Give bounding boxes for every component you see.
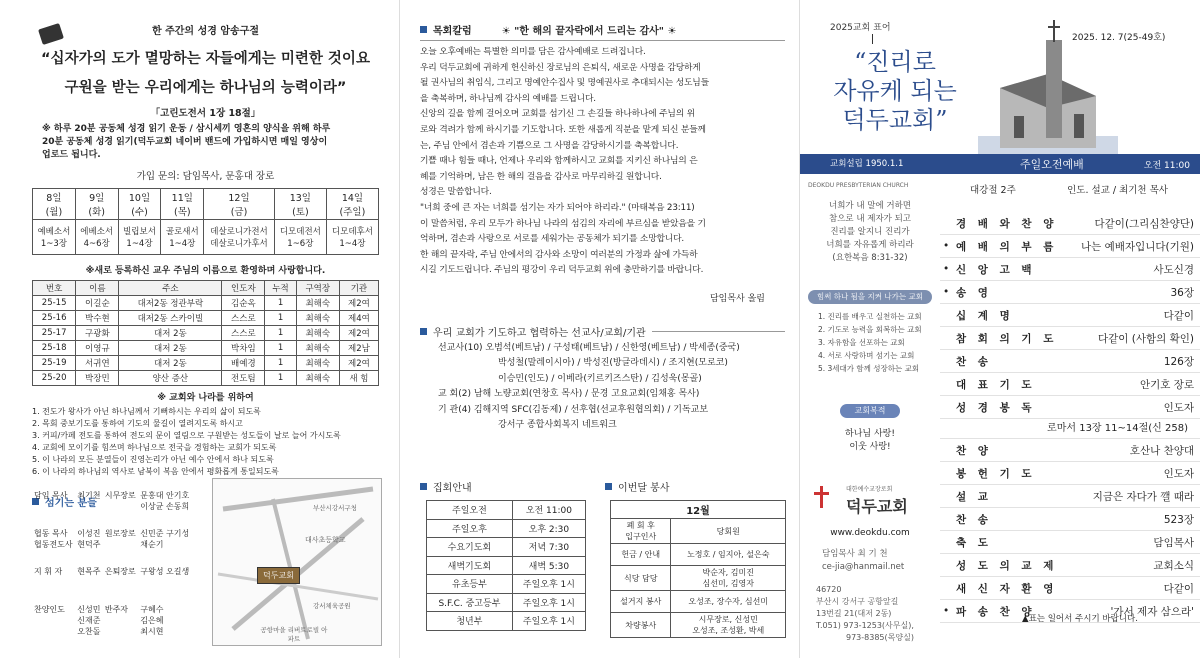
table-row	[427, 612, 586, 631]
worship-item-name: 송 영	[956, 286, 992, 299]
column-line: 오늘 오후예배는 특별한 의미를 담은 감사예배로 드려집니다.	[420, 47, 646, 57]
staff-cell: 찬양인도	[34, 605, 65, 614]
section-square-icon	[420, 483, 427, 490]
established: 교회설립 1950.1.1	[800, 154, 940, 174]
section-square-icon	[420, 328, 427, 335]
table-row	[33, 296, 379, 311]
newcomers-cell: 대저 2동	[119, 341, 222, 356]
meeting-cell: 주일오후 1시	[512, 593, 585, 612]
column-line: 시길 기도드립니다. 주님의 평강이 우리 덕두교회 위에 충만하기를 바랍니다.	[420, 265, 704, 276]
worship-item-name: 축 도	[956, 536, 992, 549]
mission-line: 이승민(인도) / 이베라(키르키즈스탄) / 김성욱(몽골)	[498, 373, 702, 384]
table-row	[427, 556, 586, 575]
newcomers-cell: 스스로	[222, 326, 265, 341]
table-row	[33, 326, 379, 341]
panel-column	[400, 0, 800, 658]
meeting-cell: 새벽기도회	[427, 556, 513, 575]
duty-cell: 폐 회 후 입구인사	[611, 519, 671, 544]
duty-table	[610, 500, 786, 638]
worship-item-detail: 다같이 (사함의 확인)	[1097, 332, 1194, 345]
map-label-school: 대사초등학교	[305, 536, 346, 544]
worship-item	[940, 327, 1200, 350]
staff-cell: 문홍대 안기호 이상균 손동희	[140, 491, 190, 511]
verse-line-1: “십자가의 도가 멸망하는 자들에게는 미련한 것이요	[41, 51, 370, 67]
staff-cell: 구왕성 오길생	[140, 567, 190, 576]
table-row	[611, 519, 786, 544]
staff-cell: 지 휘 자	[34, 567, 63, 576]
newcomers-header: 인도자	[222, 281, 265, 296]
newcomers-cell: 박수현	[76, 311, 119, 326]
standing-marker: •	[943, 286, 950, 298]
worship-item-detail: 교회소식	[1153, 559, 1194, 572]
worship-item	[940, 235, 1200, 258]
logo-denomination: 대한예수교장로회	[846, 486, 893, 493]
newcomers-cell: 최해숙	[296, 296, 339, 311]
newcomers-cell: 대저 2동	[119, 356, 222, 371]
newcomers-cell: 25-15	[33, 296, 76, 311]
reading-day: 9일 (화)	[75, 189, 118, 220]
worship-item-detail: 담임목사	[1153, 536, 1194, 549]
meeting-cell: 유초등부	[427, 575, 513, 594]
worship-item-name: 신 앙 고 백	[956, 263, 1036, 276]
table-row	[427, 519, 586, 538]
column-line: 성경은 말씀합니다.	[420, 187, 492, 198]
worship-item-detail: 523장	[1163, 513, 1194, 526]
worship-item	[940, 281, 1200, 304]
staff-cell: 이성진 현덕주	[77, 529, 101, 549]
newcomers-header: 누적	[265, 281, 296, 296]
reading-day: 8일 (월)	[33, 189, 76, 220]
cross-logo-icon	[814, 486, 830, 508]
church-building-image	[978, 18, 1118, 154]
liturgical-week: 대강절 2주	[970, 185, 1016, 196]
reading-day: 13일 (토)	[274, 189, 326, 220]
newcomers-header: 주소	[119, 281, 222, 296]
mission-title: 우리 교회가 기도하고 협력하는 선교사/교회/기관	[433, 327, 646, 339]
staff-cell: 현목주	[77, 567, 101, 576]
staff-title: 섬기는 분들	[45, 498, 97, 509]
staff-row	[32, 488, 192, 526]
map-label-office: 부산시강서구청	[313, 504, 357, 512]
motto-verse	[800, 200, 940, 265]
address-2: 13번길 21(대저 2동)	[816, 609, 892, 618]
vision-title: 힘써 하나 됨을 지켜 나가는 교회	[808, 290, 932, 304]
worship-item-name: 경 배 와 찬 양	[956, 217, 1058, 230]
newcomers-title: ※새로 등록하신 교우 주님의 이름으로 환영하며 사랑합니다.	[85, 266, 326, 276]
panel-bible-reading	[0, 0, 400, 658]
verse-line-2: 구원을 받는 우리에게는 하나님의 능력이라”	[64, 80, 347, 96]
newcomers-cell: 구광화	[76, 326, 119, 341]
worship-item-name: 파 송 찬 양	[956, 605, 1036, 618]
verse-ref: 「고린도전서 1장 18절」	[150, 108, 261, 119]
newcomers-cell: 서귀연	[76, 356, 119, 371]
table-row	[33, 341, 379, 356]
prayer-item: 6. 이 나라의 하나님의 역사로 남북이 복음 안에서 평화롭게 통일되도록	[32, 467, 279, 476]
worship-leader: 인도. 설교 / 최기천 목사	[1067, 185, 1168, 196]
service-time: 오전 11:00	[1143, 160, 1190, 171]
prayer-item: 2. 목회 중보기도를 통하여 기도의 물길이 열려지도록 하시고	[32, 419, 243, 428]
worship-item-name: 대 표 기 도	[956, 378, 1036, 391]
motto-label: 2025교회 표어	[830, 23, 891, 33]
newcomers-header: 기관	[339, 281, 378, 296]
duty-month: 12월	[611, 501, 786, 519]
meeting-cell: 새벽 5:30	[512, 556, 585, 575]
worship-item	[940, 350, 1200, 373]
duty-cell: 헌금 / 안내	[611, 544, 671, 566]
table-row	[611, 544, 786, 566]
worship-item	[940, 212, 1200, 235]
column-line: 이 말씀처럼, 우리 모두가 하나님 나라의 섬김의 자리에 부르심을 받았음을 기	[420, 218, 706, 229]
pastor-name: 담임목사 최 기 천	[822, 549, 888, 559]
newcomers-cell: 배예경	[222, 356, 265, 371]
meetings-title: 집회안내	[433, 483, 472, 494]
staff-cell: 협동 목사 협동전도사	[34, 529, 73, 549]
newcomers-cell: 대저2동 정관부락	[119, 296, 222, 311]
column-line: 로와 격려가 함께 하시기를 기도합니다. 또한 새롭게 직분을 맡게 되신 분들께	[420, 124, 706, 135]
mission-line: 선교사(10) 오범석(베트남) / 구성태(베트남) / 신한영(베트남) / 박세종(중국)	[438, 342, 740, 353]
column-headline: ☀ "한 해의 끝자락에서 드리는 감사" ☀	[501, 26, 677, 37]
prayer-item: 1. 전도가 왕사가 아닌 하나님께서 기뻐하시는 우리의 삶이 되도록	[32, 407, 261, 416]
table-row	[427, 538, 586, 557]
reading-book: 에베소서 4~6장	[75, 220, 118, 255]
column-line: 신앙의 길을 함께 걸어오며 교회를 섬기신 그 손길들 하나하나에 주님의 위	[420, 109, 695, 120]
meeting-cell: 주일오전	[427, 501, 513, 520]
motto-line: 참으로 내 제자가 되고	[828, 214, 911, 224]
motto-title-2: 자유케 되는	[833, 77, 957, 105]
worship-item-name: 참 회 의 기 도	[956, 332, 1058, 345]
worship-item-detail: 126장	[1163, 355, 1194, 368]
duty-cell: 오성조, 장수자, 심선미	[671, 591, 786, 613]
join-contact: 가입 문의: 담임목사, 문홍대 장로	[136, 171, 275, 182]
column-line: 기쁠 때나 힘들 때나, 언제나 우리와 함께하시고 교회를 지키신 하나님의 은	[420, 156, 698, 167]
worship-item-name: 새 신 자 환 영	[956, 582, 1058, 595]
meeting-cell: S.F.C. 중고등부	[427, 593, 513, 612]
welcome-line-1: 하나님 사랑!	[845, 429, 895, 439]
worship-item-name: 봉 헌 기 도	[956, 467, 1036, 480]
newcomers-cell: 제2여	[339, 326, 378, 341]
worship-item	[940, 462, 1200, 485]
reading-day: 10일 (수)	[118, 189, 161, 220]
newcomers-cell: 1	[265, 311, 296, 326]
staff-row	[32, 602, 192, 640]
duty-cell: 박순자, 김미진 심선미, 김영자	[671, 566, 786, 591]
prayer-item: 4. 교회에 모이기를 힘쓰며 하나님으로 전국을 경험하는 교회가 되도록	[32, 443, 277, 452]
table-row	[33, 356, 379, 371]
prayer-list	[32, 406, 379, 478]
worship-item-detail: 다같이	[1163, 309, 1194, 322]
newcomers-cell: 제4여	[339, 311, 378, 326]
worship-item	[940, 485, 1200, 508]
table-row	[611, 566, 786, 591]
standing-marker: •	[943, 605, 950, 617]
worship-item	[940, 508, 1200, 531]
worship-item	[940, 531, 1200, 554]
reading-day: 11일 (목)	[161, 189, 204, 220]
map-label-apartment: 공항마을 리버트로빌 아파트	[260, 626, 328, 643]
reading-book: 디모데후서 1~4장	[326, 220, 378, 255]
mission-line: 교 회(2) 남해 노량교회(연창호 목사) / 문경 고요교회(임채홍 목사)	[438, 389, 700, 400]
table-row	[427, 575, 586, 594]
newcomers-cell: 박차임	[222, 341, 265, 356]
newcomers-cell: 제2여	[339, 356, 378, 371]
reading-note-3: 업로드 됩니다.	[42, 150, 101, 160]
vision-item: 5. 3세대가 함께 성장하는 교회	[818, 364, 920, 373]
mission-line: 기 관(4) 김해지역 SFC(김동제) / 선후협(선교후원협의회) / 기독교보	[438, 404, 709, 415]
column-line: 한 해의 끝자락, 주님 안에서의 감사와 소망이 여러분의 가정과 삶에 가득하	[420, 249, 698, 260]
duty-title: 이번달 봉사	[618, 483, 670, 494]
newcomers-cell: 양산 증산	[119, 371, 222, 386]
staff-cell: 신성민 신재준 오찬돌	[77, 605, 101, 636]
meeting-cell: 오전 11:00	[512, 501, 585, 520]
duty-cell: 식당 담당	[611, 566, 671, 591]
postal-code: 46720	[816, 585, 842, 594]
duty-cell: 노정호 / 임지아, 설은숙	[671, 544, 786, 566]
staff-cell: 시무장로	[104, 491, 136, 500]
duty-cell: 차량봉사	[611, 613, 671, 638]
newcomers-cell: 1	[265, 341, 296, 356]
vision-item: 2. 기도로 능력을 회복하는 교회	[818, 325, 922, 334]
column-line: 는, 주님 안에서 겸손과 기쁨으로 그 사명을 감당하시기를 축복합니다.	[420, 140, 679, 151]
logo-name: 덕두교회	[846, 497, 908, 516]
staff-cell: 최기천	[77, 491, 101, 500]
scripture-reference: 로마서 13장 11~14절(신 258)	[940, 419, 1200, 439]
worship-item-name: 성 도 의 교 제	[956, 559, 1058, 572]
column-line: "너희 중에 큰 자는 너희를 섬기는 자가 되어야 하리라." (마태복음 23:11)	[420, 202, 695, 213]
newcomers-cell: 1	[265, 371, 296, 386]
staff-cell: 반주자	[104, 605, 129, 614]
newcomers-header: 이름	[76, 281, 119, 296]
table-row	[611, 613, 786, 638]
duty-cell: 당회원	[671, 519, 786, 544]
motto-line: 너희를 자유롭게 하리라	[826, 240, 914, 250]
worship-item-detail: 나는 예배자입니다(기원)	[1081, 240, 1194, 253]
worship-item-name: 성 경 봉 독	[956, 401, 1036, 414]
column-line: 우리 덕두교회에 귀하게 헌신하신 장로님의 은퇴식, 새로운 사명을 감당하게	[420, 62, 701, 73]
english-name: DEOKDU PRESBYTERIAN CHURCH	[808, 182, 909, 189]
reading-day: 12일 (금)	[204, 189, 275, 220]
reading-book: 데살로니가전서 데살로니가후서	[204, 220, 275, 255]
worship-item-name: 찬 송	[956, 513, 992, 526]
vision-item: 1. 진리를 배우고 실천하는 교회	[818, 312, 922, 321]
motto-title-3: 덕두교회”	[842, 106, 948, 134]
newcomers-cell: 대저2동 스카이빌	[119, 311, 222, 326]
meeting-cell: 주일오후 1시	[512, 612, 585, 631]
newcomers-cell: 박장민	[76, 371, 119, 386]
worship-item-detail: 다같이(그리심찬양단)	[1094, 217, 1194, 230]
reading-schedule-table	[32, 188, 379, 255]
section-square-icon	[420, 26, 427, 33]
worship-item-name: 설 교	[956, 490, 992, 503]
reading-book: 빌립보서 1~4장	[118, 220, 161, 255]
reading-book: 디모데전서 1~6장	[274, 220, 326, 255]
reading-book: 예베소서 1~3장	[33, 220, 76, 255]
worship-item-name: 십 계 명	[956, 309, 1014, 322]
issue-date: 2025. 12. 7(25-49호)	[1072, 33, 1166, 43]
worship-item	[940, 577, 1200, 600]
vision-list	[818, 310, 922, 375]
prayer-title: ※ 교회와 나라를 위하여	[157, 393, 254, 403]
column-line: 될 권사님의 취임식, 그리고 명예안수집사 및 명예권사로 추대되시는 성도님들	[420, 78, 709, 89]
tel-1: T.051) 973-1253(사무실),	[816, 621, 914, 630]
map-church-marker: 덕두교회	[257, 567, 300, 584]
motto-line: (요한복음 8:31-32)	[832, 253, 908, 263]
worship-item	[940, 373, 1200, 396]
worship-item	[940, 554, 1200, 577]
worship-item-detail: 인도자	[1163, 401, 1194, 414]
newcomers-cell: 25-17	[33, 326, 76, 341]
newcomers-cell: 25-19	[33, 356, 76, 371]
newcomers-cell: 최해숙	[296, 326, 339, 341]
newcomers-cell: 김순옥	[222, 296, 265, 311]
memory-verse-title: 한 주간의 성경 암송구절	[151, 26, 260, 37]
newcomers-cell: 1	[265, 296, 296, 311]
standing-marker: •	[943, 263, 950, 275]
worship-item-name: 예 배 의 부 름	[956, 240, 1058, 253]
staff-cell: 은퇴장로	[104, 567, 136, 576]
newcomers-cell: 최해숙	[296, 356, 339, 371]
staff-cell: 담임 목사	[34, 491, 68, 500]
meeting-cell: 저녁 7:30	[512, 538, 585, 557]
meeting-cell: 수요기도회	[427, 538, 513, 557]
worship-item-detail: 지금은 자다가 깰 때라	[1092, 490, 1194, 503]
duty-cell: 설거지 봉사	[611, 591, 671, 613]
worship-item	[940, 439, 1200, 462]
worship-item-detail: 안기호 장로	[1139, 378, 1194, 391]
map-label-park: 강서체육공원	[313, 602, 351, 610]
reading-note-2: 20분 공동체 성경 읽기(덕두교회 네이버 밴드에 가입하시면 매일 영상이	[42, 137, 328, 147]
motto-title-1: “진리로	[854, 48, 936, 76]
staff-row	[32, 564, 192, 602]
worship-item-name: 찬 양	[956, 444, 992, 457]
worship-item-detail: 36장	[1170, 286, 1194, 299]
table-row	[611, 591, 786, 613]
vision-item: 4. 서로 사랑하며 섬기는 교회	[818, 351, 915, 360]
worship-item-detail: 인도자	[1163, 467, 1194, 480]
prayer-item: 3. 커피/카페 전도를 통하여 전도의 문이 열림으로 구원받는 성도들이 날로 늘어 가시도록	[32, 431, 341, 440]
newcomers-cell: 전도팀	[222, 371, 265, 386]
newcomers-cell: 새 힘	[339, 371, 378, 386]
reading-note-1: ※ 하루 20분 공동체 성경 읽기 운동 / 삼시세끼 영혼의 양식을 위해 하루	[42, 124, 331, 134]
meeting-cell: 주일오후 1시	[512, 575, 585, 594]
table-row	[33, 371, 379, 386]
worship-item-detail: 호산나 찬양대	[1129, 444, 1194, 457]
meeting-cell: 오후 2:30	[512, 519, 585, 538]
motto-line: 너희가 내 말에 거하면	[828, 201, 911, 211]
newcomers-cell: 스스로	[222, 311, 265, 326]
church-map	[212, 478, 382, 646]
worship-item-detail: '가서 제자 삼으라'	[1110, 605, 1194, 618]
worship-item-detail: 사도신경	[1153, 263, 1194, 276]
service-name: 주일오전예배	[1020, 158, 1084, 171]
table-row	[427, 593, 586, 612]
newcomers-cell: 이영규	[76, 341, 119, 356]
newcomers-cell: 제2여	[339, 296, 378, 311]
worship-item	[940, 258, 1200, 281]
staff-cell: 신민준 구기성 채순기	[140, 529, 190, 549]
reading-book: 골로새서 1~4장	[161, 220, 204, 255]
worship-item-name: 찬 송	[956, 355, 992, 368]
duty-cell: 시무장로, 신성민 오성조, 조성환, 박세	[671, 613, 786, 638]
table-row	[33, 311, 379, 326]
reading-day: 14일 (주일)	[326, 189, 378, 220]
staff-cell: 구혜수 김은혜 최시현	[140, 605, 164, 636]
email[interactable]: ce-jia@hanmail.net	[822, 562, 905, 572]
table-row	[427, 501, 586, 520]
tel-2: 973-8385(목양실)	[846, 633, 914, 642]
worship-order-list	[940, 212, 1200, 623]
mission-line: 강서구 종합사회복지 네트워크	[498, 420, 617, 431]
newcomers-cell: 25-16	[33, 311, 76, 326]
motto-line: 진리를 알지니 진리가	[830, 227, 910, 237]
meeting-cell: 청년부	[427, 612, 513, 631]
mission-line: 박성철(말레이시아) / 박성진(방글라데시) / 조지현(모로코)	[498, 358, 728, 369]
newcomers-cell: 제2남	[339, 341, 378, 356]
newcomers-cell: 이길순	[76, 296, 119, 311]
column-title: 목회칼럼	[433, 26, 472, 37]
newcomers-cell: 1	[265, 356, 296, 371]
newcomers-header: 번호	[33, 281, 76, 296]
column-signature: 담임목사 올림	[709, 293, 765, 304]
worship-item	[940, 396, 1200, 419]
newcomers-cell: 25-20	[33, 371, 76, 386]
staff-row	[32, 526, 192, 564]
newcomers-cell: 최해숙	[296, 311, 339, 326]
mission-list	[420, 341, 785, 434]
address-1: 부산시 강서구 공항앞길	[816, 597, 899, 606]
meetings-table	[426, 500, 586, 631]
column-body	[420, 45, 785, 279]
website[interactable]: www.deokdu.com	[830, 528, 910, 538]
welcome-badge: 교회복적	[840, 404, 900, 418]
newcomers-cell: 최해숙	[296, 341, 339, 356]
newcomers-cell: 25-18	[33, 341, 76, 356]
prayer-item: 5. 이 나라의 모든 분열들이 진영논리가 아닌 예수 안에서 하나 되도록	[32, 455, 274, 464]
worship-item-detail: 다같이	[1163, 582, 1194, 595]
column-line: 혜를 기억하며, 남은 한 해의 걸음을 감사로 마무리하길 원합니다.	[420, 171, 662, 182]
staff-cell: 원로장로	[104, 529, 136, 538]
column-line: 을 축복하며, 하나님께 감사의 예배를 드립니다.	[420, 93, 596, 104]
section-square-icon	[605, 483, 612, 490]
worship-item	[940, 304, 1200, 327]
column-line: 억하며, 겸손과 사랑으로 서로를 세워가는 공동체가 되기를 소망합니다.	[420, 234, 685, 245]
newcomers-cell: 최해숙	[296, 371, 339, 386]
meeting-cell: 주일오후	[427, 519, 513, 538]
standing-marker: •	[943, 240, 950, 252]
newcomers-cell: 1	[265, 326, 296, 341]
newcomers-header: 구역장	[296, 281, 339, 296]
vision-item: 3. 자유함을 선포하는 교회	[818, 338, 905, 347]
staff-table	[32, 488, 192, 640]
newcomers-cell: 대저 2동	[119, 326, 222, 341]
standing-note: ▲표는 일어서 주시기 바랍니다.	[1022, 614, 1138, 624]
welcome-line-2: 이웃 사랑!	[849, 442, 891, 452]
newcomers-table	[32, 280, 379, 386]
